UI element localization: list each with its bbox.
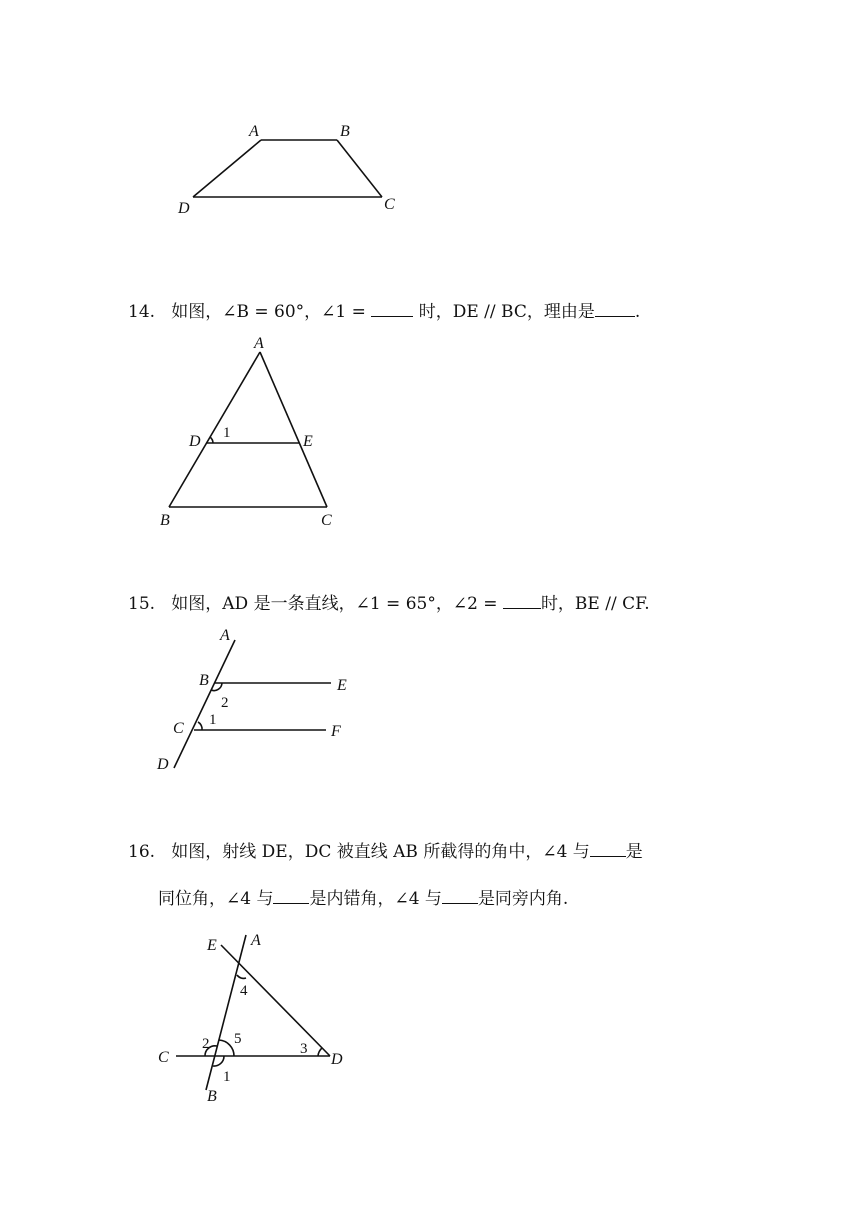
answer-blank[interactable] [273, 885, 309, 904]
angle-5-label: 5 [234, 1031, 242, 1047]
question-text: 同位角，∠4 与 [158, 889, 274, 909]
question-text: 如图，∠B = 60°，∠1 = [171, 302, 372, 322]
label-c: C [321, 512, 332, 529]
label-d: D [189, 433, 201, 450]
answer-blank[interactable] [371, 298, 413, 317]
question-16 [128, 838, 643, 864]
angle-2-label: 2 [202, 1036, 210, 1052]
segment-bc [337, 140, 382, 197]
question-text: 是 [625, 842, 643, 862]
angle-3-label: 3 [300, 1041, 308, 1057]
question-text: 如图，AD 是一条直线，∠1 = 65°，∠2 = [171, 594, 503, 614]
label-b: B [199, 672, 209, 689]
label-a: A [220, 627, 230, 644]
label-a: A [254, 335, 264, 352]
label-b: B [207, 1088, 217, 1105]
question-16-line-2 [158, 885, 568, 911]
angle-2-label: 2 [221, 695, 229, 711]
label-c: C [158, 1049, 169, 1066]
label-e: E [303, 433, 313, 450]
question-number: 16. [128, 842, 156, 862]
question-14 [128, 298, 640, 324]
question-text: . [634, 302, 641, 322]
angle-1-label: 1 [223, 425, 231, 441]
label-e: E [207, 937, 217, 954]
answer-blank[interactable] [442, 885, 478, 904]
label-c: C [173, 720, 184, 737]
label-f: F [331, 723, 341, 740]
question-15 [128, 590, 650, 616]
label-c: C [384, 196, 395, 213]
label-e: E [337, 677, 347, 694]
answer-blank[interactable] [595, 298, 635, 317]
angle-1-label: 1 [223, 1069, 231, 1085]
question-text: 如图，射线 DE，DC 被直线 AB 所截得的角中，∠4 与 [171, 842, 590, 862]
label-b: B [160, 512, 170, 529]
question-number: 14. [128, 302, 156, 322]
question-text: 是同旁内角. [477, 889, 569, 909]
label-d: D [178, 200, 190, 217]
angle-1-label: 1 [209, 712, 217, 728]
question-text: 时，DE // BC，理由是 [413, 302, 595, 322]
question-text: 时，BE // CF. [540, 594, 650, 614]
question-text: 是内错角，∠4 与 [309, 889, 442, 909]
question-number: 15. [128, 594, 156, 614]
label-b: B [340, 123, 350, 140]
angle-4-label: 4 [240, 983, 248, 999]
label-a: A [251, 932, 261, 949]
segment-da [193, 140, 261, 197]
answer-blank[interactable] [590, 838, 626, 857]
answer-blank[interactable] [503, 590, 541, 609]
label-d: D [331, 1051, 343, 1068]
label-a: A [249, 123, 259, 140]
label-d: D [157, 756, 169, 773]
